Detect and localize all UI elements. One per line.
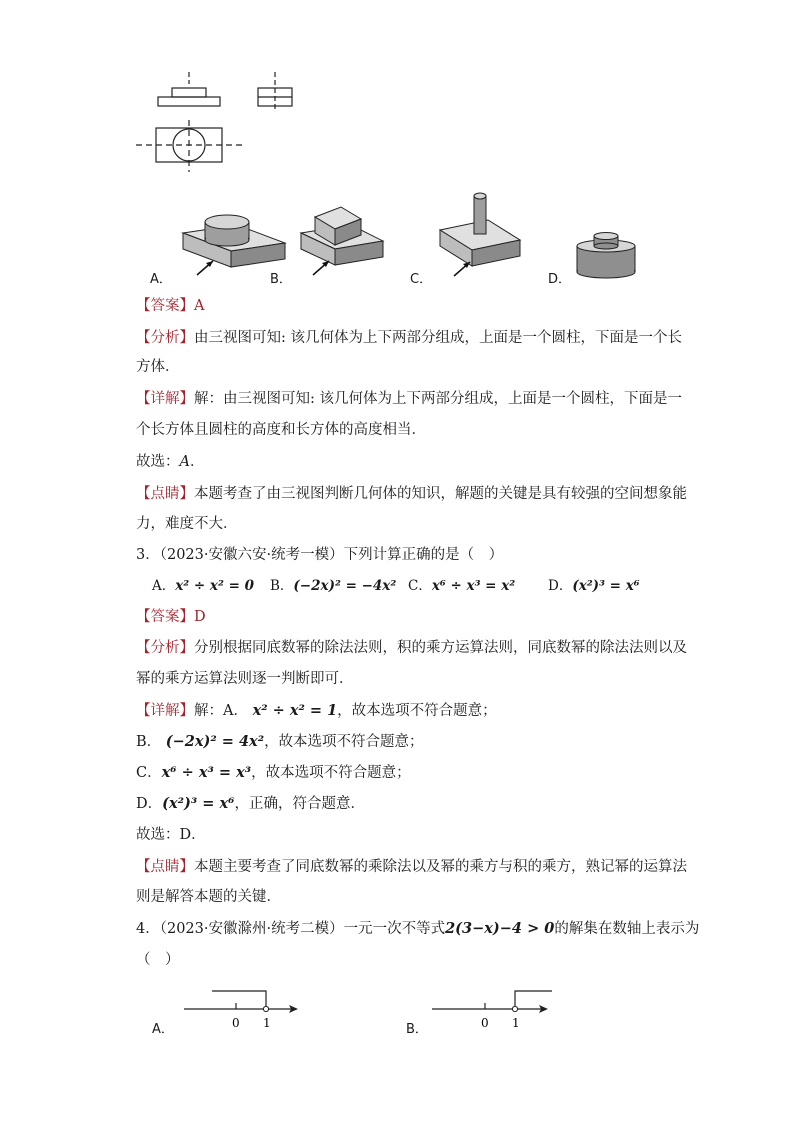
q3-option-b: B．(−2x)² = −4x²: [270, 578, 397, 594]
q2-comment-line1: [136, 484, 687, 504]
tick-label-1: 1: [263, 1016, 271, 1030]
q2-detail-line1: [136, 389, 682, 409]
three-view-drawing: [130, 68, 310, 180]
option-c-label: C．: [410, 272, 433, 287]
choose-value: A: [179, 454, 190, 470]
q3-stem: 3．（2023·安徽六安·统考一模）下列计算正确的是（ ）: [136, 547, 504, 563]
q3-detail-line4: D．(x²)³ = x⁶，正确，符合题意．: [136, 795, 365, 812]
q3-comment-line1: [136, 857, 687, 877]
analysis-text: 由三视图可知: 该几何体为上下两部分组成，上面是一个圆柱，下面是一个长: [194, 330, 682, 346]
detail-text: 解：由三视图可知: 该几何体为上下两部分组成，上面是一个圆柱，下面是一: [194, 391, 682, 407]
q3-detail-line3: C．x⁶ ÷ x³ = x³，故本选项不符合题意；: [136, 764, 411, 781]
solid-option-b: [295, 205, 390, 280]
q2-comment-line2: 力，难度不大．: [136, 516, 238, 532]
analysis-text: 分别根据同底数幂的除法法则，积的乘方运算法则，同底数幂的除法法则以及: [194, 640, 687, 656]
q3-detail-line1: 【详解】解：A． x² ÷ x² = 1，故本选项不符合题意；: [136, 702, 497, 719]
solid-option-d: [572, 228, 642, 280]
choose-prefix: 故选：: [136, 454, 180, 470]
q3-option-d: D．(x²)³ = x⁶: [548, 578, 640, 594]
q3-option-c: C．x⁶ ÷ x³ = x²: [408, 578, 516, 594]
q3-detail-line2: B． (−2x)² = 4x²，故本选项不符合题意；: [136, 733, 424, 750]
analysis-tag: 【分析】: [136, 330, 194, 346]
tick-label-1: 1: [512, 1016, 520, 1030]
answer-tag: 【答案】: [136, 609, 194, 625]
solid-option-c: [432, 190, 527, 280]
q3-analysis-line1: [136, 638, 687, 658]
q2-answer: [136, 296, 204, 316]
q3-comment-line2: 则是解答本题的关键．: [136, 889, 281, 905]
q4-option-a-label: A．: [152, 1022, 174, 1037]
q2-analysis-line2: 方体．: [136, 359, 180, 375]
answer-value: A: [194, 298, 205, 314]
comment-tag: 【点睛】: [136, 859, 194, 875]
answer-value: D: [194, 609, 206, 625]
tick-label-0: 0: [481, 1016, 489, 1030]
option-a-label: A．: [150, 272, 172, 287]
analysis-tag: 【分析】: [136, 640, 194, 656]
q4-option-b-label: B．: [406, 1022, 428, 1037]
q2-detail-line2: 个长方体且圆柱的高度和长方体的高度相当．: [136, 422, 426, 438]
number-line-b: [428, 985, 558, 1033]
q3-choose: 故选：D．: [136, 827, 206, 843]
tick-label-0: 0: [232, 1016, 240, 1030]
q3-option-a: A．x² ÷ x² = 0: [152, 578, 254, 594]
option-b-label: B．: [270, 272, 292, 287]
comment-text: 本题主要考查了同底数幂的乘除法以及幂的乘方与积的乘方，熟记幂的运算法: [194, 859, 687, 875]
q3-answer: [136, 607, 206, 627]
q2-choose: [136, 452, 204, 472]
comment-tag: 【点睛】: [136, 486, 194, 502]
comment-text: 本题考查了由三视图判断几何体的知识，解题的关键是具有较强的空间想象能: [194, 486, 687, 502]
q4-stem-line1: 4．（2023·安徽滁州·统考二模）一元一次不等式2(3−x)−4 > 0的解集在数轴上表示为: [136, 920, 700, 937]
option-d-label: D．: [548, 272, 572, 287]
detail-tag: 【详解】: [136, 391, 194, 407]
detail-tag: 【详解】: [136, 703, 194, 719]
choose-suffix: ．: [189, 454, 205, 470]
number-line-a: [180, 985, 305, 1033]
q4-stem-line2: （ ）: [136, 952, 180, 968]
q2-analysis-line1: [136, 328, 682, 348]
q3-analysis-line2: 幂的乘方运算法则逐一判断即可．: [136, 671, 354, 687]
answer-tag: 【答案】: [136, 298, 194, 314]
